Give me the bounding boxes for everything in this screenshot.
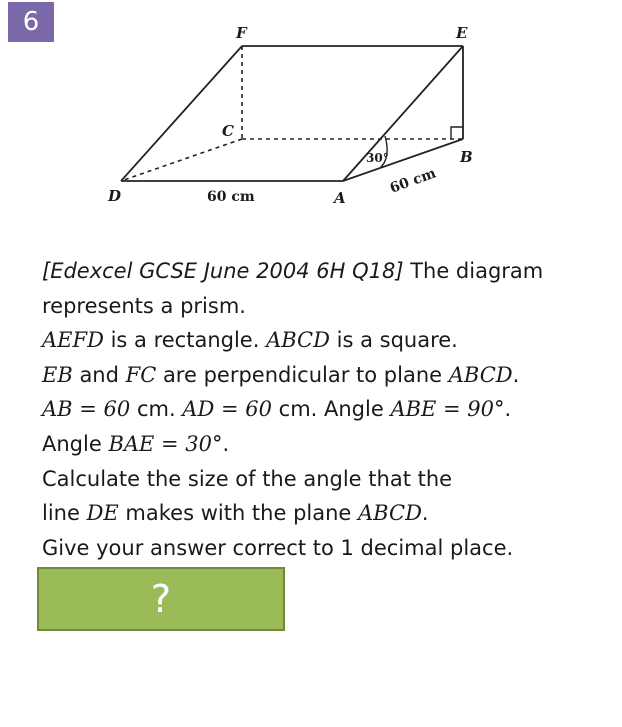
source-reference: [Edexcel GCSE June 2004 6H Q18]	[42, 259, 404, 283]
reveal-answer-button[interactable]: ?	[37, 567, 285, 631]
dimension-da: 60 cm	[207, 189, 255, 205]
question-line-5: AB = 60 cm. AD = 60 cm. Angle ABE = 90°.	[42, 397, 512, 422]
label-a: A	[334, 189, 346, 207]
label-c: C	[222, 122, 234, 140]
label-b: B	[460, 148, 473, 166]
question-line-4: EB and FC are perpendicular to plane ABCD.	[42, 362, 520, 387]
question-line-6: Angle BAE = 30°.	[42, 431, 230, 456]
label-d: D	[108, 187, 122, 205]
question-number-badge: 6	[8, 2, 54, 42]
question-line-8: line DE makes with the plane ABCD.	[42, 501, 429, 526]
question-line-1: [Edexcel GCSE June 2004 6H Q18] The diagram	[42, 259, 544, 283]
label-f: F	[236, 24, 247, 42]
question-line-3: AEFD is a rectangle. ABCD is a square.	[42, 328, 458, 353]
question-text	[42, 254, 612, 565]
prism-diagram	[0, 0, 622, 240]
question-line-2: represents a prism.	[42, 293, 246, 318]
dimension-ab: 60 cm	[387, 165, 439, 197]
question-line-7: Calculate the size of the angle that the	[42, 466, 453, 491]
right-angle-mark	[451, 127, 463, 139]
angle-label: 30°	[366, 151, 389, 165]
question-line-9: Give your answer correct to 1 decimal place.	[42, 535, 514, 560]
label-e: E	[456, 24, 468, 42]
